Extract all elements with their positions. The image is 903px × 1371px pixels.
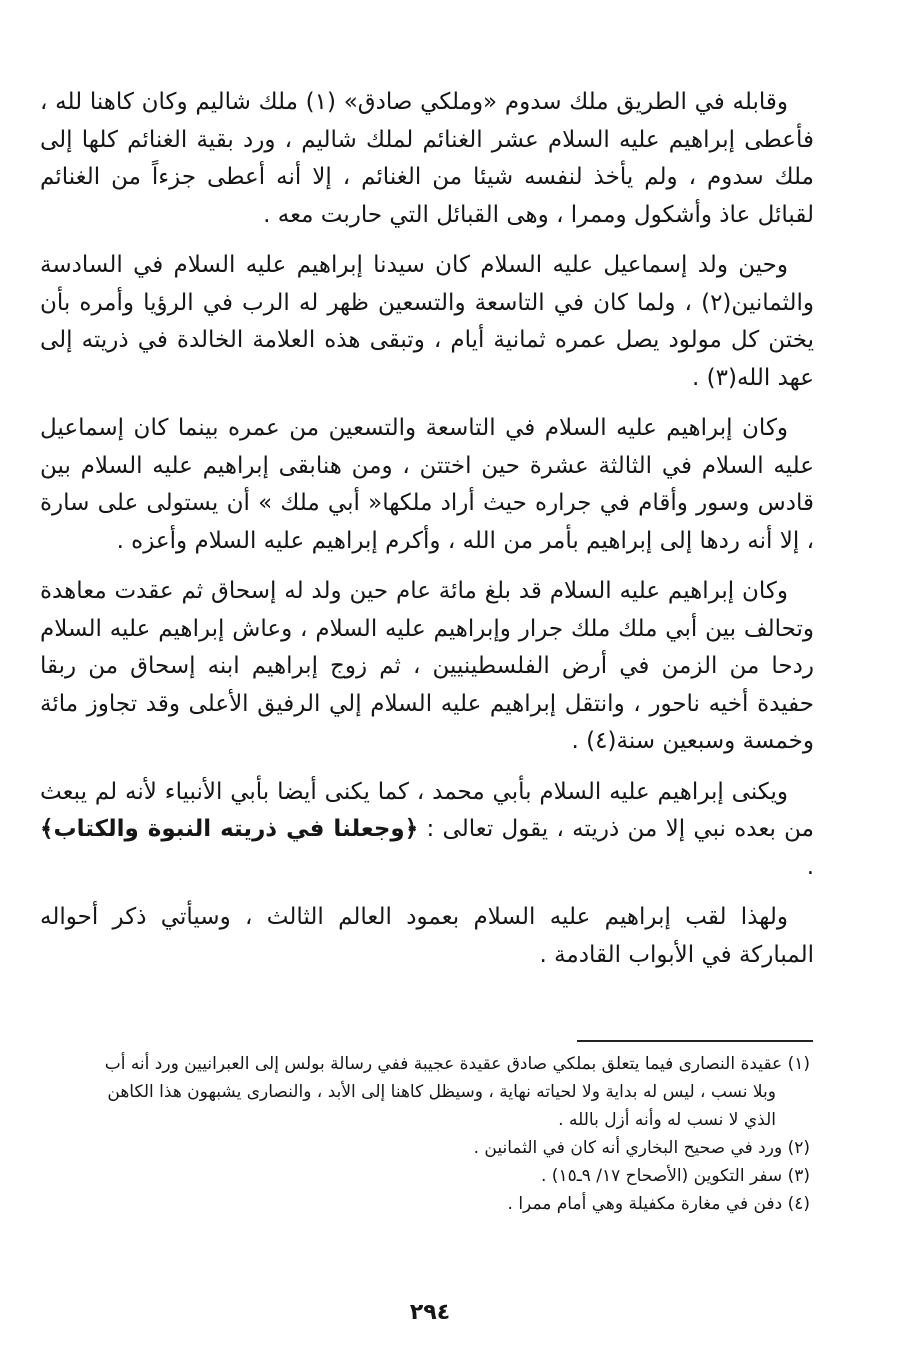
paragraph-circumcision: وكان إبراهيم عليه السلام في التاسعة والتسعين من عمره بينما كان إسماعيل عليه السلام في الثالثة عشرة حين اختتن ، ومن هنابقى إبراهيم عليه السلام بين قادس وسور وأقام في جراره حيث أراد ملكها« أبي ملك » أن يستولى على سارة ، إلا أنه ردها إلى إبراهيم بأمر من الله ، وأكرم إبراهيم عليه السلام وأعزه . (40, 415, 814, 554)
footnote-divider (577, 1040, 813, 1042)
quran-verse: ﴿وجعلنا في ذريته النبوة والكتاب﴾ (40, 816, 419, 842)
paragraph-third-pillar: ولهذا لقب إبراهيم عليه السلام بعمود العالم الثالث ، وسيأتي ذكر أحواله المباركة في الأبواب القادمة . (40, 904, 814, 968)
paragraph-isaac-birth: وكان إبراهيم عليه السلام قد بلغ مائة عام حين ولد له إسحاق ثم عقدت معاهدة وتحالف بين أبي ملك ملك جرار وإبراهيم عليه السلام ، وعاش إبراهيم عليه السلام ردحا من الزمن في أرض الفلسطينيين ، ثم زوج إبراهيم ابنه إسحاق من ربقا حفيدة أخيه ناحور ، وانتقل إبراهيم عليه السلام إلي الرفيق الأعلى وقد تجاوز مائة وخمسة وسبعين سنة(٤) . (40, 578, 814, 754)
kunya-end: . (806, 853, 814, 880)
footnote-1-line1: (١) عقيدة النصارى فيما يتعلق بملكي صادق عقيدة عجيبة ففي رسالة بولس إلى العبرانيين ورد أنه أب (104, 1054, 810, 1074)
footnotes (40, 1050, 810, 1218)
footnote-1-line3: الذي لا نسب له وأنه أزل بالله . (558, 1110, 776, 1130)
footnote-4: (٤) دفن في مغارة مكفيلة وهي أمام ممرا . (507, 1194, 810, 1214)
footnote-3: (٣) سفر التكوين (الأصحاح ١٧/ ٩ـ١٥) . (541, 1166, 810, 1186)
paragraph-ishmael-birth: وحين ولد إسماعيل عليه السلام كان سيدنا إبراهيم عليه السلام في السادسة والثمانين(٢) ، ولما كان في التاسعة والتسعين ظهر له الرب في الرؤيا وأمره بأن يختن كل مولود يصل عمره ثمانية أيام ، وتبقى هذه العلامة الخالدة في ذريته إلى عهد الله(٣) . (40, 252, 814, 391)
paragraph-melchizedek: وقابله في الطريق ملك سدوم «وملكي صادق» (١) ملك شاليم وكان كاهنا لله ، فأعطى إبراهيم عليه السلام عشر الغنائم لملك شاليم ، ورد بقية الغنائم كلها إلى ملك سدوم ، ولم يأخذ لنفسه شيئا من الغنائم ، إلا أنه أعطى جزءاً من الغنائم لقبائل عاذ وأشكول وممرا ، وهى القبائل التي حاربت معه . (40, 89, 814, 228)
footnote-1 (40, 1050, 810, 1134)
footnote-1-line2: وبلا نسب ، ليس له بداية ولا لحياته نهاية ، وسيظل كاهنا إلى الأبد ، والنصارى يشبهون هذا الكاهن (107, 1082, 776, 1102)
footnote-2: (٢) ورد في صحيح البخاري أنه كان في الثمانين . (473, 1138, 810, 1158)
page-number: ٢٩٤ (409, 1300, 451, 1325)
main-text (40, 84, 814, 987)
kunya-text: ويكنى إبراهيم عليه السلام بأبي محمد ، كما يكنى أيضا بأبي الأنبياء لأنه لم يبعث من بعده نبي إلا من ذريته ، يقول تعالى : (40, 778, 814, 842)
paragraph-kunya (40, 774, 814, 887)
